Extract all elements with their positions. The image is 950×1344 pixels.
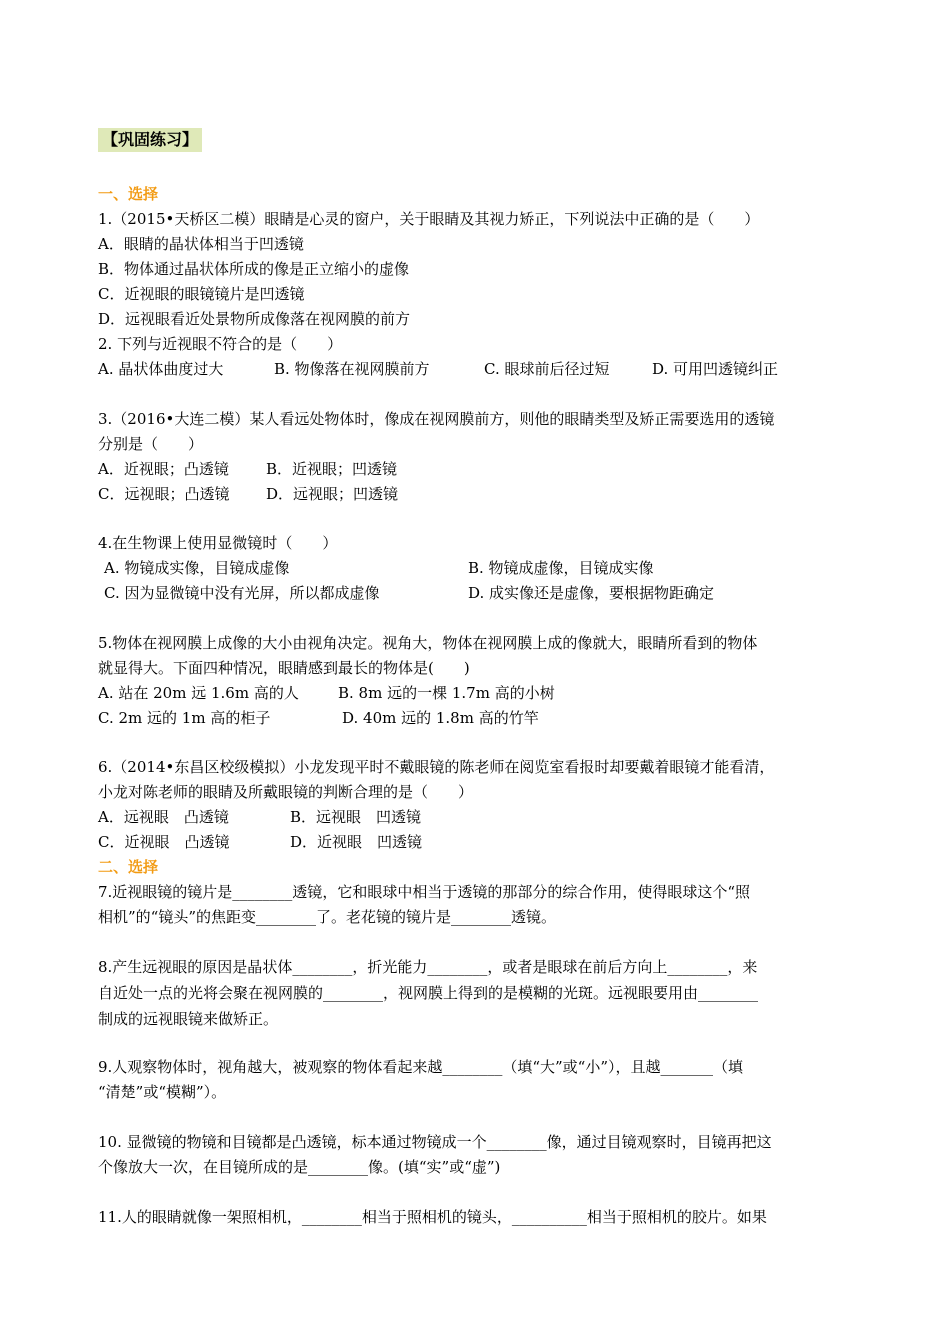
q3-option-b: B．近视眼；凹透镜 [266, 460, 398, 478]
q4-option-a: A. 物镜成实像，目镜成虚像 [104, 559, 290, 577]
q3-option-d: D．远视眼；凹透镜 [266, 485, 399, 503]
q3-option-a: A．近视眼；凸透镜 [98, 460, 229, 478]
q3-stem-line1: 3.（2016•大连二模）某人看远处物体时，像成在视网膜前方，则他的眼睛类型及矫正需要选用的透镜 [98, 410, 775, 428]
q6-option-d: D．近视眼 凹透镜 [290, 833, 423, 851]
q4-option-d: D. 成实像还是虚像，要根据物距确定 [468, 584, 715, 602]
q2-option-c: C. 眼球前后径过短 [484, 360, 610, 378]
q10-line2: 个像放大一次，在目镜所成的是________像。(填“实”或“虚”) [98, 1158, 501, 1176]
q9-line2: “清楚”或“模糊”）。 [98, 1083, 227, 1101]
q6-option-b: B．远视眼 凹透镜 [290, 808, 422, 826]
q1-option-a: A．眼睛的晶状体相当于凹透镜 [98, 235, 304, 253]
q6-option-a: A．远视眼 凸透镜 [98, 808, 229, 826]
q2-option-b: B. 物像落在视网膜前方 [274, 360, 430, 378]
q2-option-d: D. 可用凹透镜纠正 [652, 360, 779, 378]
q8-line1: 8.产生远视眼的原因是晶状体________，折光能力________，或者是眼球在前后方向上________，来 [98, 958, 758, 976]
q5-stem-line1: 5.物体在视网膜上成像的大小由视角决定。视角大，物体在视网膜上成的像就大，眼睛所看到的物体 [98, 634, 758, 652]
q4-option-c: C. 因为显微镜中没有光屏，所以都成虚像 [104, 584, 380, 602]
q7-line2: 相机”的“镜头”的焦距变________了。老花镜的镜片是________透镜。 [98, 908, 557, 926]
q10-line1: 10. 显微镜的物镜和目镜都是凸透镜，标本通过物镜成一个________像，通过目镜观察时，目镜再把这 [98, 1133, 772, 1151]
q11-line1: 11.人的眼睛就像一架照相机，________相当于照相机的镜头，__________相当于照相机的胶片。如果 [98, 1208, 767, 1226]
q5-option-b: B. 8m 远的一棵 1.7m 高的小树 [338, 684, 555, 702]
q8-line3: 制成的远视眼镜来做矫正。 [98, 1010, 279, 1028]
q1-option-d: D．远视眼看近处景物所成像落在视网膜的前方 [98, 310, 411, 328]
q2-option-a: A. 晶状体曲度过大 [98, 360, 224, 378]
q9-line1: 9.人观察物体时，视角越大，被观察的物体看起来越________（填“大”或“小”），且越_______（填 [98, 1058, 743, 1076]
q6-stem-line1: 6.（2014•东昌区校级模拟）小龙发现平时不戴眼镜的陈老师在阅览室看报时却要戴着眼镜才能看清， [98, 758, 775, 776]
q7-line1: 7.近视眼镜的镜片是________透镜，它和眼球中相当于透镜的那部分的综合作用，使得眼球这个“照 [98, 883, 750, 901]
q4-option-b: B. 物镜成虚像，目镜成实像 [468, 559, 654, 577]
q5-option-a: A. 站在 20m 远 1.6m 高的人 [98, 684, 299, 702]
q1-option-b: B．物体通过晶状体所成的像是正立缩小的虚像 [98, 260, 410, 278]
q3-option-c: C．远视眼；凸透镜 [98, 485, 230, 503]
q4-stem: 4.在生物课上使用显微镜时（ ） [98, 534, 338, 552]
q8-line2: 自近处一点的光将会聚在视网膜的________，视网膜上得到的是模糊的光斑。远视眼要用由________ [98, 984, 759, 1002]
q6-stem-line2: 小龙对陈老师的眼睛及所戴眼镜的判断合理的是（ ） [98, 783, 474, 801]
q1-stem: 1.（2015•天桥区二模）眼睛是心灵的窗户，关于眼睛及其视力矫正，下列说法中正确的是（ ） [98, 210, 760, 228]
section-heading-1: 一、选择 [98, 185, 159, 203]
q5-option-c: C. 2m 远的 1m 高的柜子 [98, 709, 271, 727]
q5-stem-line2: 就显得大。下面四种情况，眼睛感到最长的物体是( ) [98, 659, 470, 677]
q6-option-c: C．近视眼 凸透镜 [98, 833, 230, 851]
exercise-title: 【巩固练习】 [98, 128, 202, 152]
q3-stem-line2: 分别是（ ） [98, 435, 204, 453]
q2-stem: 2. 下列与近视眼不符合的是（ ） [98, 335, 343, 353]
q5-option-d: D. 40m 远的 1.8m 高的竹竿 [342, 709, 539, 727]
section-heading-2: 二、选择 [98, 858, 159, 876]
q1-option-c: C．近视眼的眼镜镜片是凹透镜 [98, 285, 305, 303]
